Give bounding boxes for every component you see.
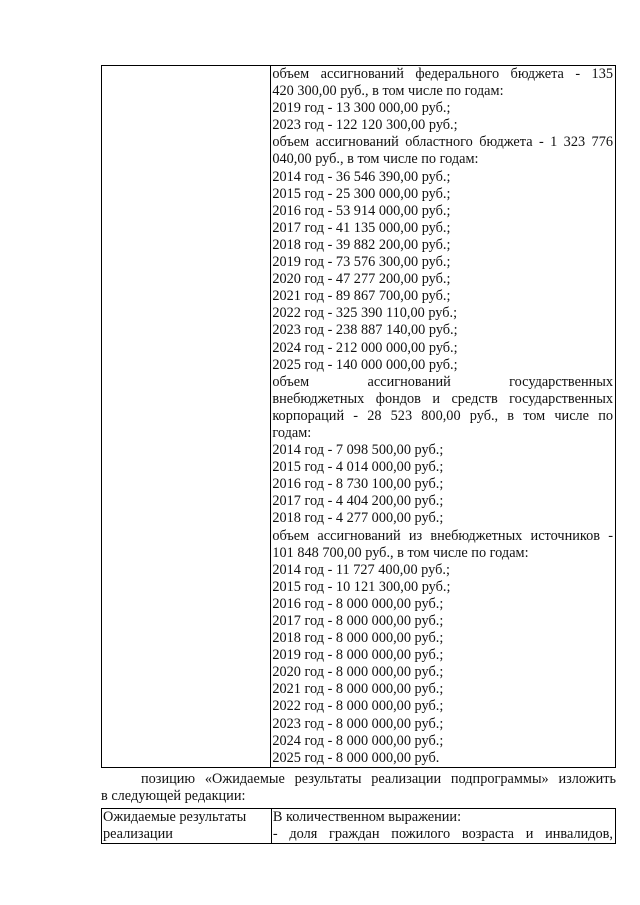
funding-line: годам: xyxy=(272,424,312,441)
funding-details-cell xyxy=(271,66,616,768)
funding-line: 2015 год - 25 300 000,00 руб.; xyxy=(272,185,451,202)
funding-line: 2016 год - 53 914 000,00 руб.; xyxy=(272,202,451,219)
funding-line: 2020 год - 8 000 000,00 руб.; xyxy=(272,664,444,681)
results-label-line: реализации xyxy=(103,826,173,843)
funding-line: 2018 год - 4 277 000,00 руб.; xyxy=(272,510,444,527)
funding-line: 2019 год - 8 000 000,00 руб.; xyxy=(272,647,444,664)
funding-line: 2022 год - 8 000 000,00 руб.; xyxy=(272,698,444,715)
funding-line: 2024 год - 8 000 000,00 руб.; xyxy=(272,732,444,749)
funding-line: 2017 год - 8 000 000,00 руб.; xyxy=(272,613,444,629)
funding-line: объем ассигнований из внебюджетных источников - xyxy=(272,527,613,544)
funding-line: внебюджетных фондов и средств государственных xyxy=(272,390,613,407)
funding-lines xyxy=(271,66,615,767)
funding-line: 2023 год - 122 120 300,00 руб.; xyxy=(272,117,458,134)
funding-line: 2018 год - 39 882 200,00 руб.; xyxy=(272,236,451,253)
instruction-paragraph-line2: в следующей редакции: xyxy=(101,788,246,804)
funding-line: 2017 год - 41 135 000,00 руб.; xyxy=(272,219,451,236)
funding-line: 2021 год - 8 000 000,00 руб.; xyxy=(272,681,444,698)
funding-line: 2014 год - 7 098 500,00 руб.; xyxy=(272,442,444,459)
results-details-line: - доля граждан пожилого возраста и инвалидов, xyxy=(272,826,613,843)
funding-line: 2019 год - 73 576 300,00 руб.; xyxy=(272,254,451,271)
results-details-cell xyxy=(271,809,615,844)
funding-line: 2015 год - 10 121 300,00 руб.; xyxy=(272,578,451,595)
funding-line: 2025 год - 8 000 000,00 руб. xyxy=(272,749,440,766)
funding-line: 040,00 руб., в том числе по годам: xyxy=(272,151,479,168)
funding-line: 2024 год - 212 000 000,00 руб.; xyxy=(272,339,458,356)
funding-line: корпораций - 28 523 800,00 руб., в том числе по xyxy=(272,407,613,424)
funding-line: 2023 год - 8 000 000,00 руб.; xyxy=(272,715,444,732)
funding-line: 2016 год - 8 730 100,00 руб.; xyxy=(272,476,444,493)
funding-line: объем ассигнований областного бюджета - 1 323 776 xyxy=(272,134,613,151)
funding-line: 2017 год - 4 404 200,00 руб.; xyxy=(272,493,444,510)
funding-label-cell xyxy=(102,66,271,768)
funding-line: 2025 год - 140 000 000,00 руб.; xyxy=(272,356,458,373)
results-details-line: В количественном выражении: xyxy=(272,809,462,825)
funding-line: 2022 год - 325 390 110,00 руб.; xyxy=(272,305,458,322)
funding-table xyxy=(101,65,616,768)
funding-line: 420 300,00 руб., в том числе по годам: xyxy=(272,83,504,100)
funding-line: 2019 год - 13 300 000,00 руб.; xyxy=(272,100,451,117)
funding-line: 101 848 700,00 руб., в том числе по годам: xyxy=(272,544,529,561)
results-table xyxy=(101,808,616,844)
funding-line: 2014 год - 11 727 400,00 руб.; xyxy=(272,561,450,578)
funding-line: 2018 год - 8 000 000,00 руб.; xyxy=(272,630,444,647)
funding-line: объем ассигнований государственных xyxy=(272,373,613,390)
funding-line: объем ассигнований федерального бюджета - 135 xyxy=(272,66,613,82)
funding-line: 2020 год - 47 277 200,00 руб.; xyxy=(272,271,451,288)
results-label-line: Ожидаемые результаты xyxy=(103,809,247,825)
funding-line: 2021 год - 89 867 700,00 руб.; xyxy=(272,288,451,305)
funding-line: 2015 год - 4 014 000,00 руб.; xyxy=(272,459,444,476)
funding-line: 2023 год - 238 887 140,00 руб.; xyxy=(272,322,458,339)
results-label-cell xyxy=(102,809,272,844)
funding-line: 2014 год - 36 546 390,00 руб.; xyxy=(272,168,451,185)
instruction-paragraph-line1: позицию «Ожидаемые результаты реализации подпрограммы» изложить xyxy=(141,771,616,787)
funding-line: 2016 год - 8 000 000,00 руб.; xyxy=(272,595,444,612)
